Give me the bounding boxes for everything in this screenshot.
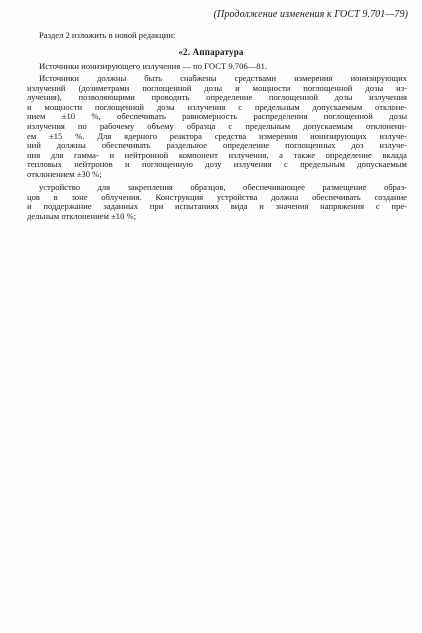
paragraph-line: цов в зоне облучения. Конструкция устройства должна обеспечивать создание xyxy=(27,192,407,202)
paragraph-line: дельным отклонением ±10 %; xyxy=(27,211,137,221)
paragraph-line: лучения), позволяющими проводить определение поглощенной дозы излучения xyxy=(27,93,407,103)
intro-text: Раздел 2 изложить в новой редакции: xyxy=(39,31,176,40)
intro-line xyxy=(27,31,407,41)
continuation-header: (Продолжение изменения к ГОСТ 9.701—79) xyxy=(213,9,408,20)
paragraph-line: и мощности поглощенной дозы излучения с предельным допускаемым отклоне- xyxy=(27,102,407,112)
paragraph-line: Источники должны быть снабжены средствами измерения ионизирующих xyxy=(39,74,407,83)
paragraph-line: и поддержание заданных при испытаниях вида и значения напряжения с пре- xyxy=(27,202,407,212)
section-heading: «2. Аппаратура xyxy=(178,47,244,57)
paragraph-line: ния для гамма- и нейтронной компонент излучения, а также определение вклада xyxy=(27,150,407,160)
paragraph-measuring xyxy=(27,74,407,180)
paragraph-line: нием ±10 %, обеспечивать равномерность распределения поглощенной дозы xyxy=(27,112,407,122)
paragraph-sources-text: Источники ионизирующего излучения — по ГОСТ 9.706—81. xyxy=(39,62,268,71)
paragraph-line: устройство для закрепления образцов, обеспечивающее размещение образ- xyxy=(39,183,407,192)
paragraph-line: излучения по рабочему объему образца с предельным допускаемым отклонени- xyxy=(27,121,407,131)
paragraph-fixture xyxy=(27,183,407,221)
paragraph-line: ем ±15 %. Для ядерного реактора средства измерения ионизирующих излуче- xyxy=(27,131,407,141)
paragraph-line: тепловых нейтронов и поглощенную дозу излучения с предельным допускаемым xyxy=(27,160,407,170)
paragraph-line: ний должны обеспечивать раздельное определение поглощенных доз излуче- xyxy=(27,141,407,151)
paragraph-line: излучений (дозиметрами поглощенной дозы и мощности поглощенной дозы из- xyxy=(27,83,407,93)
paragraph-sources xyxy=(27,62,407,72)
paragraph-line: отклонением ±30 %; xyxy=(27,169,102,179)
